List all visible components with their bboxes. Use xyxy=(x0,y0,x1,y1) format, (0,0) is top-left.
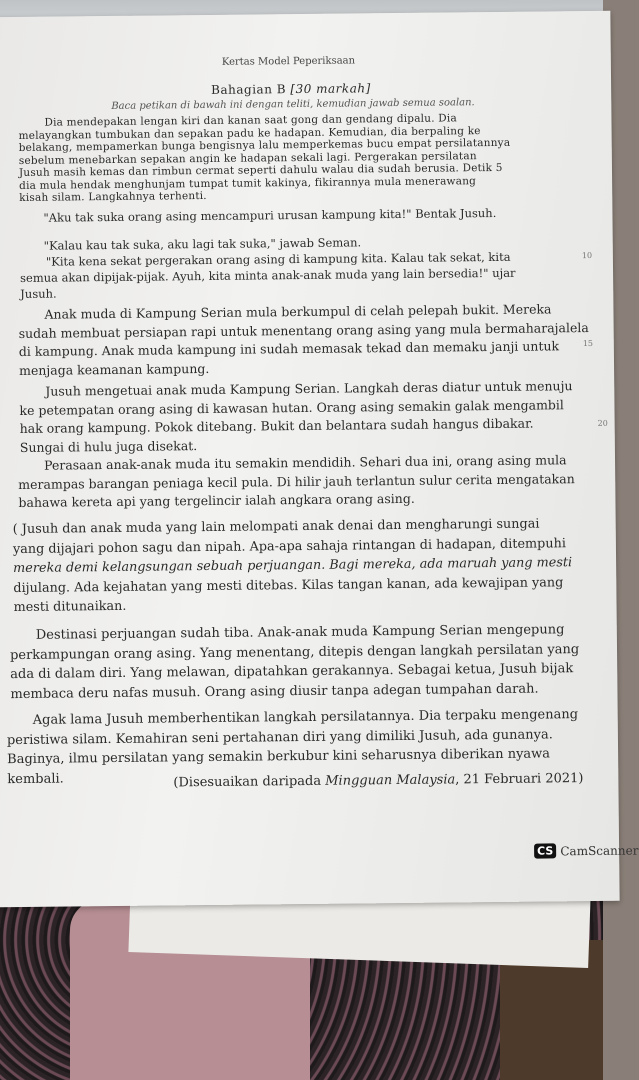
paragraph-6 xyxy=(10,620,580,704)
text-line: perkampungan orang asing. Yang menentang, ditepis dengan langkah persilatan yang xyxy=(9,641,580,663)
paragraph-3 xyxy=(19,377,573,457)
camscanner-watermark xyxy=(534,843,638,859)
text-line: Jusuh mengetuai anak muda Kampung Serian. Langkah deras diatur untuk menuju xyxy=(45,378,573,399)
text-line: Jusuh. xyxy=(20,286,57,301)
paper-header: Kertas Model Peperiksaan xyxy=(221,55,356,68)
text-line: sudah membuat persiapan rapi untuk menentang orang asing yang mula bermaharajalela xyxy=(18,319,589,341)
watermark-text: CamScanner xyxy=(560,843,639,858)
text-line: membaca deru nafas musuh. Orang asing diusir tanpa adegan tumpahan darah. xyxy=(10,681,539,702)
citation: (Disesuaikan daripada Mingguan Malaysia, 21 Februari 2021) xyxy=(173,771,584,791)
paragraph-4 xyxy=(18,451,575,512)
text-line: "Kita kena sekat pergerakan orang asing di kampung kita. Kalau tak sekat, kita xyxy=(45,249,511,269)
exam-paper xyxy=(0,11,639,907)
text-line: kisah silam. Langkahnya terhenti. xyxy=(19,189,207,204)
text-line: ( Jusuh dan anak muda yang lain melompati anak denai dan mengharungi sungai xyxy=(12,516,540,538)
text-line: Perasaan anak-anak muda itu semakin mendidih. Sehari dua ini, orang asing mula xyxy=(43,452,567,473)
text-line: Sungai di hulu juga disekat. xyxy=(19,437,198,455)
quote-3 xyxy=(20,249,516,302)
text-line: Jusuh masih kemas dan rimbun cermat seperti dahulu walau dia sudah berusia. Detik 5 xyxy=(18,161,503,179)
line-number: 10 xyxy=(581,250,593,261)
text-line: dia mula hendak menghunjam tumpat tumit kakinya, fikirannya mula menerawang xyxy=(19,174,477,192)
text-line: belakang, mempamerkan bunga bengisnya lalu memperkemas bucu empat persilatannya xyxy=(18,136,511,154)
text-line: kembali. xyxy=(7,771,64,787)
text-line: menjaga keamanan kampung. xyxy=(18,360,210,378)
camscanner-logo-icon: CS xyxy=(534,843,556,858)
text-line: sebelum menebarkan sepakan angin ke hadapan sekali lagi. Pergerakan persilatan xyxy=(18,149,477,167)
text-line: ke petempatan orang asing di kawasan hutan. Orang asing semakin galak mengambil xyxy=(19,396,564,418)
line-number: 20 xyxy=(597,418,608,428)
text-line: Dia mendepakan lengan kiri dan kanan saat gong dan gendang dipalu. Dia xyxy=(44,112,457,129)
text-line: bahawa kereta api yang tergelincir ialah angkara orang asing. xyxy=(18,490,415,510)
instruction: Baca petikan di bawah ini dengan teliti, kemudian jawab semua soalan. xyxy=(111,97,475,112)
text-line: melayangkan tumbukan dan sepakan padu ke hadapan. Kemudian, dia berpaling ke xyxy=(18,124,481,142)
text-line: di kampung. Anak muda kampung ini sudah memasak tekad dan memaku janji untuk xyxy=(18,338,560,359)
paragraph-1 xyxy=(18,112,510,205)
text-line: Destinasi perjuangan sudah tiba. Anak-anak muda Kampung Serian mengepung xyxy=(35,622,565,643)
section-title: Bahagian B [30 markah] xyxy=(211,81,371,97)
text-line: hak orang kampung. Pokok ditebang. Bukit dan belantara sudah hangus dibakar. xyxy=(19,415,534,436)
text-line: mereka demi kelangsungan sebuah perjuangan. Bagi mereka, ada maruah yang mesti xyxy=(13,555,573,577)
text-line: semua akan dipijak-pijak. Ayuh, kita minta anak-anak muda yang lain bersedia!" ujar xyxy=(20,265,516,285)
text-line: Baginya, ilmu persilatan yang semakin berkubur kini seharusnya diberikan nyawa xyxy=(7,746,551,768)
text-line: mesti ditunaikan. xyxy=(13,598,127,616)
paragraph-5 xyxy=(13,514,573,617)
text-line: dijulang. Ada kejahatan yang mesti ditebas. Kilas tangan kanan, ada kewajipan yang xyxy=(13,574,564,596)
text-line: Anak muda di Kampung Serian mula berkumpul di celah pelepah bukit. Mereka xyxy=(44,301,552,322)
paragraph-2 xyxy=(18,300,589,380)
text-line: yang dijajari pohon sagu dan nipah. Apa-apa sahaja rintangan di hadapan, ditempuhi xyxy=(12,535,566,557)
quote-1: "Aku tak suka orang asing mencampuri urusan kampung kita!" Bentak Jusuh. xyxy=(43,205,497,225)
quote-2: "Kalau kau tak suka, aku lagi tak suka," jawab Seman. xyxy=(43,235,362,253)
text-line: peristiwa silam. Kemahiran seni pertahanan diri yang dimiliki Jusuh, ada gunanya. xyxy=(6,726,553,748)
text-line: Agak lama Jusuh memberhentikan langkah persilatannya. Dia terpaku mengenang xyxy=(32,707,579,728)
text-line: ada di dalam diri. Yang melawan, dipatahkan gerakannya. Sebagai ketua, Jusuh bijak xyxy=(10,661,574,683)
line-number: 15 xyxy=(582,338,594,349)
text-line: merampas barangan peniaga kecil pula. Di hilir jauh terlantun sulur cerita mengatakan xyxy=(18,470,575,492)
